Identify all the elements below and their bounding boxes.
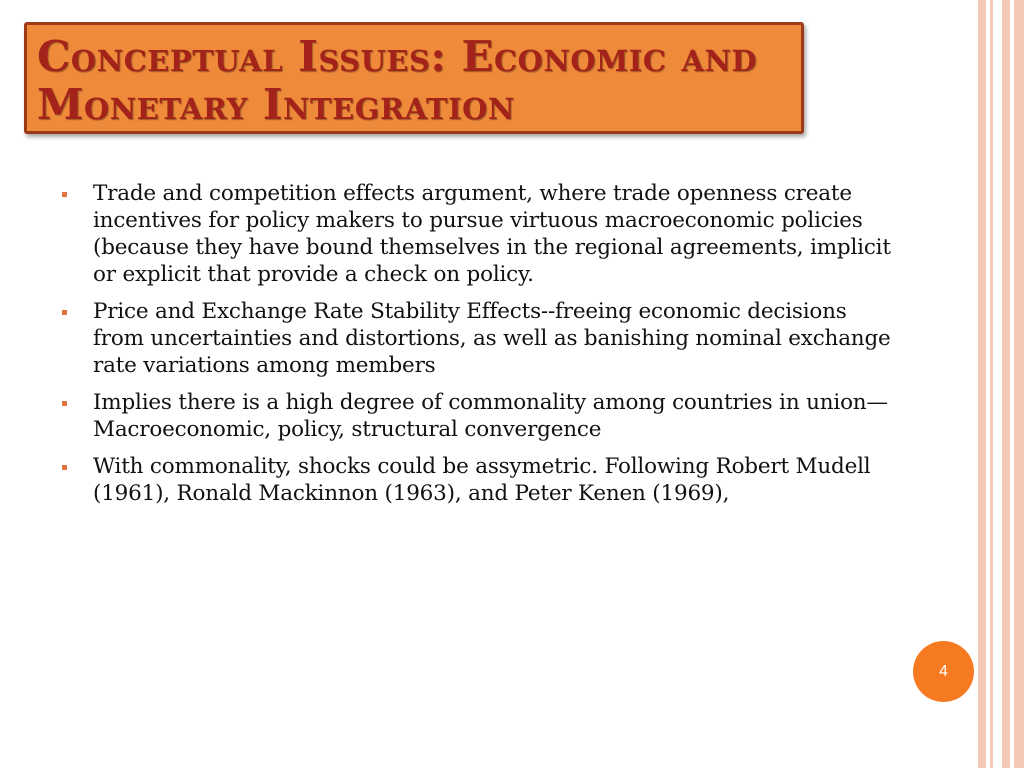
decorative-stripe: [1002, 0, 1010, 768]
slide-title-line-1: Conceptual Issues: Economic and: [37, 32, 758, 81]
square-bullet-icon: [62, 401, 67, 406]
bullet-text: With commonality, shocks could be assymetric. Following Robert Mudell (1961), Ronald Mackinnon (1963), and Peter Kenen (1969),: [93, 454, 871, 506]
decorative-stripe-gap: [993, 0, 1002, 768]
page-number-badge: 4: [913, 641, 974, 702]
square-bullet-icon: [62, 310, 67, 315]
list-item: [62, 389, 902, 443]
list-item: [62, 453, 902, 507]
bullet-text: Price and Exchange Rate Stability Effects--freeing economic decisions from uncertainties and distortions, as well as banishing nominal exchange rate variations among members: [93, 299, 891, 378]
slide-title-line-2: Monetary Integration: [37, 80, 515, 129]
decorative-stripe: [978, 0, 986, 768]
square-bullet-icon: [62, 465, 67, 470]
title-box: [24, 22, 804, 134]
square-bullet-icon: [62, 192, 67, 197]
bullet-text: Trade and competition effects argument, where trade openness create incentives for policy makers to pursue virtuous macroeconomic policies (because they have bound themselves in the regional agreements, implicit or explicit that provide a check on policy.: [93, 181, 891, 287]
decorative-stripe: [1014, 0, 1024, 768]
bullet-list: [62, 180, 902, 517]
list-item: [62, 298, 902, 379]
bullet-text: Implies there is a high degree of commonality among countries in union—Macroeconomic, policy, structural convergence: [93, 390, 888, 442]
list-item: [62, 180, 902, 288]
